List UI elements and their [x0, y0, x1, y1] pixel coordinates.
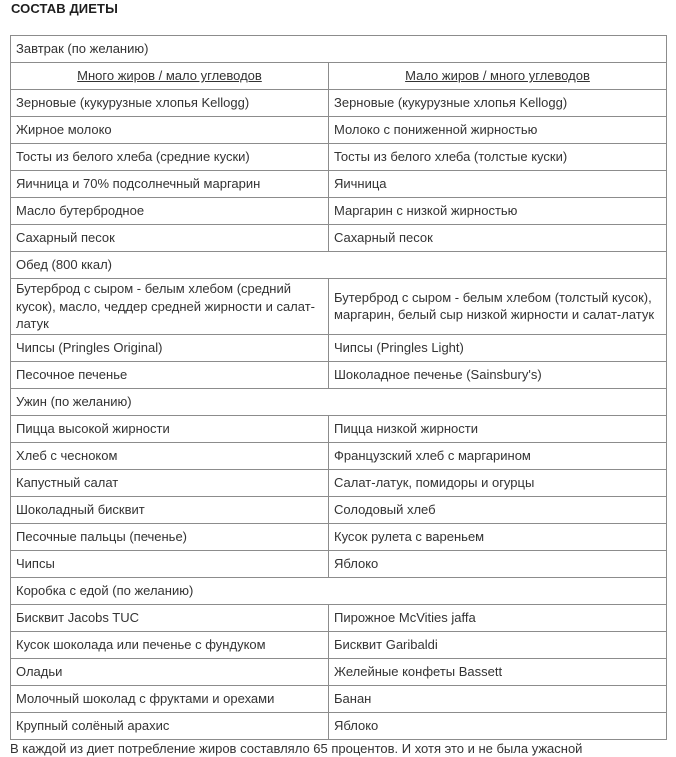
cell-low-fat: Французский хлеб с маргарином — [329, 442, 667, 469]
cell-low-fat: Бисквит Garibaldi — [329, 631, 667, 658]
cell-high-fat: Кусок шоколада или печенье с фундуком — [11, 631, 329, 658]
column-header-low-fat: Мало жиров / много углеводов — [329, 63, 667, 90]
cell-low-fat: Кусок рулета с вареньем — [329, 523, 667, 550]
footnote-text: В каждой из диет потребление жиров составляло 65 процентов. И хотя это и не была ужасной — [10, 741, 583, 756]
table-row — [11, 550, 667, 577]
section-title: Ужин (по желанию) — [11, 388, 667, 415]
cell-high-fat: Шоколадный бисквит — [11, 496, 329, 523]
cell-high-fat: Зерновые (кукурузные хлопья Kellogg) — [11, 90, 329, 117]
cell-low-fat: Яблоко — [329, 712, 667, 739]
header-row — [11, 63, 667, 90]
cell-high-fat: Оладьи — [11, 658, 329, 685]
cell-low-fat: Сахарный песок — [329, 225, 667, 252]
cell-low-fat: Яблоко — [329, 550, 667, 577]
table-row — [11, 604, 667, 631]
cell-high-fat: Бутерброд с сыром - белым хлебом (средний кусок), масло, чеддер средней жирности и салат-латук — [11, 279, 329, 335]
table-row — [11, 144, 667, 171]
section-row — [11, 388, 667, 415]
cell-low-fat: Солодовый хлеб — [329, 496, 667, 523]
cell-high-fat: Жирное молоко — [11, 117, 329, 144]
table-row — [11, 496, 667, 523]
cell-high-fat: Молочный шоколад с фруктами и орехами — [11, 685, 329, 712]
table-row — [11, 415, 667, 442]
table-row — [11, 523, 667, 550]
cell-high-fat: Капустный салат — [11, 469, 329, 496]
cell-high-fat: Сахарный песок — [11, 225, 329, 252]
table-row — [11, 225, 667, 252]
table-row — [11, 117, 667, 144]
section-row — [11, 36, 667, 63]
cell-high-fat: Чипсы (Pringles Original) — [11, 334, 329, 361]
section-row — [11, 577, 667, 604]
cell-low-fat: Салат-латук, помидоры и огурцы — [329, 469, 667, 496]
table-row — [11, 361, 667, 388]
page-title: СОСТАВ ДИЕТЫ — [11, 1, 118, 16]
section-title: Обед (800 ккал) — [11, 252, 667, 279]
section-title: Коробка с едой (по желанию) — [11, 577, 667, 604]
cell-high-fat: Яичница и 70% подсолнечный маргарин — [11, 171, 329, 198]
cell-low-fat: Чипсы (Pringles Light) — [329, 334, 667, 361]
table-row — [11, 685, 667, 712]
diet-table — [10, 35, 667, 740]
table-row — [11, 658, 667, 685]
cell-low-fat: Тосты из белого хлеба (толстые куски) — [329, 144, 667, 171]
cell-high-fat: Песочные пальцы (печенье) — [11, 523, 329, 550]
cell-high-fat: Крупный солёный арахис — [11, 712, 329, 739]
cell-low-fat: Банан — [329, 685, 667, 712]
table-row — [11, 198, 667, 225]
cell-low-fat: Пирожное McVities jaffa — [329, 604, 667, 631]
table-row — [11, 334, 667, 361]
cell-low-fat: Желейные конфеты Bassett — [329, 658, 667, 685]
table-row — [11, 442, 667, 469]
table-row — [11, 712, 667, 739]
cell-low-fat: Яичница — [329, 171, 667, 198]
cell-high-fat: Тосты из белого хлеба (средние куски) — [11, 144, 329, 171]
cell-low-fat: Бутерброд с сыром - белым хлебом (толстый кусок), маргарин, белый сыр низкой жирности и салат-латук — [329, 279, 667, 335]
table-row — [11, 469, 667, 496]
section-row — [11, 252, 667, 279]
cell-low-fat: Пицца низкой жирности — [329, 415, 667, 442]
table-row — [11, 171, 667, 198]
column-header-high-fat: Много жиров / мало углеводов — [11, 63, 329, 90]
cell-low-fat: Маргарин с низкой жирностью — [329, 198, 667, 225]
cell-low-fat: Шоколадное печенье (Sainsbury's) — [329, 361, 667, 388]
cell-low-fat: Молоко с пониженной жирностью — [329, 117, 667, 144]
table-row — [11, 90, 667, 117]
cell-high-fat: Масло бутербродное — [11, 198, 329, 225]
cell-low-fat: Зерновые (кукурузные хлопья Kellogg) — [329, 90, 667, 117]
table-row — [11, 279, 667, 335]
cell-high-fat: Пицца высокой жирности — [11, 415, 329, 442]
cell-high-fat: Чипсы — [11, 550, 329, 577]
cell-high-fat: Хлеб с чесноком — [11, 442, 329, 469]
table-row — [11, 631, 667, 658]
cell-high-fat: Песочное печенье — [11, 361, 329, 388]
section-title: Завтрак (по желанию) — [11, 36, 667, 63]
cell-high-fat: Бисквит Jacobs TUC — [11, 604, 329, 631]
